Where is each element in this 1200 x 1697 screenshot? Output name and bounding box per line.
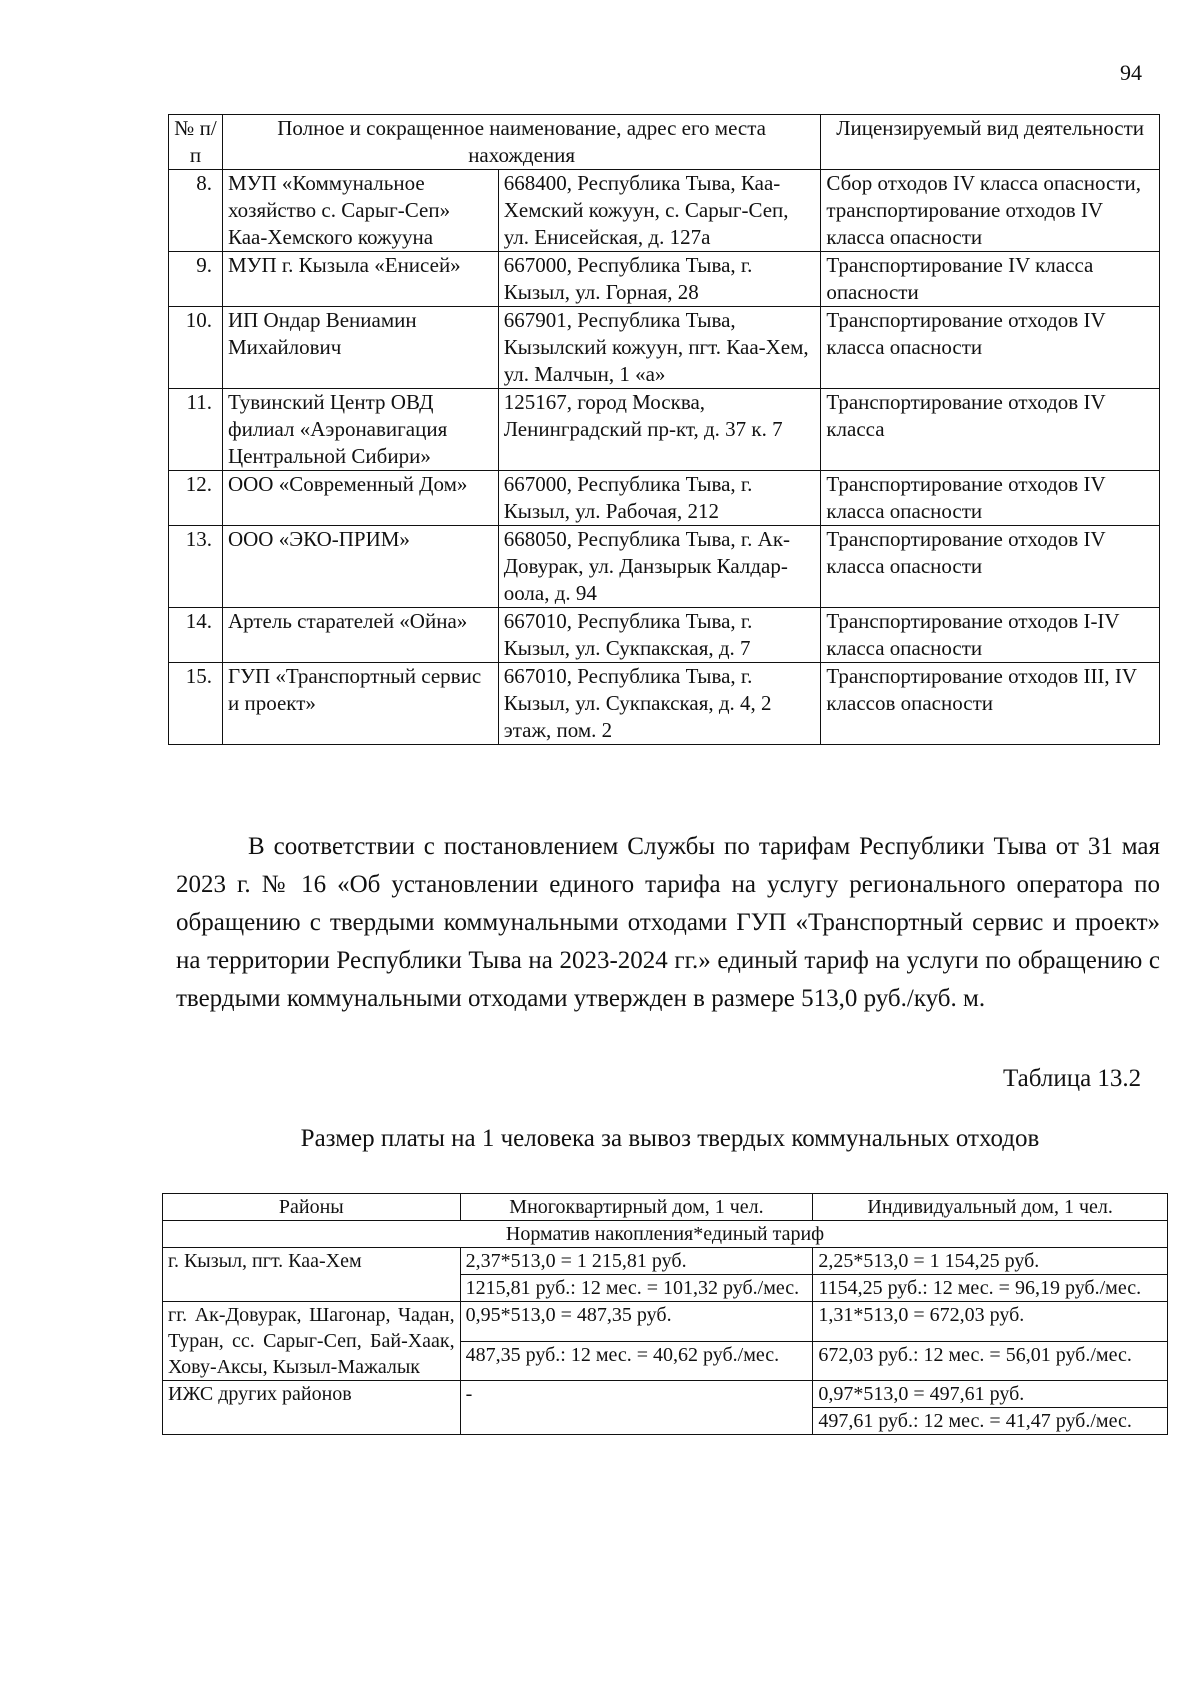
fee-table: [162, 1193, 1168, 1435]
table-row: [163, 1302, 1168, 1342]
row-address: 667901, Республика Тыва, Кызылский кожуун, пгт. Каа-Хем, ул. Малчын, 1 «а»: [498, 307, 821, 389]
district-cell: гг. Ак-Довурак, Шагонар, Чадан, Туран, сс. Сарыг-Сеп, Бай-Хаак, Хову-Аксы, Кызыл-Мажалык: [163, 1302, 461, 1381]
row-address: 668050, Республика Тыва, г. Ак-Довурак, ул. Данзырык Калдар-оола, д. 94: [498, 526, 821, 608]
subheader: Норматив накопления*единый тариф: [163, 1221, 1168, 1248]
row-address: 667000, Республика Тыва, г. Кызыл, ул. Рабочая, 212: [498, 471, 821, 526]
header-individual: Индивидуальный дом, 1 чел.: [813, 1194, 1168, 1221]
row-activity: Транспортирование отходов I-IV класса опасности: [821, 608, 1160, 663]
table-row: [169, 170, 1160, 252]
apartment-calc: 0,95*513,0 = 487,35 руб.: [460, 1302, 813, 1342]
page-number: 94: [1120, 60, 1142, 85]
row-num: 15.: [169, 663, 223, 745]
header-apartment: Многоквартирный дом, 1 чел.: [460, 1194, 813, 1221]
row-name: ООО «ЭКО-ПРИМ»: [222, 526, 498, 608]
row-activity: Транспортирование отходов IV класса опасности: [821, 526, 1160, 608]
row-num: 14.: [169, 608, 223, 663]
row-address: 668400, Республика Тыва, Каа-Хемский кожуун, с. Сарыг-Сеп, ул. Енисейская, д. 127а: [498, 170, 821, 252]
header-name-address: Полное и сокращенное наименование, адрес его места нахождения: [222, 115, 820, 170]
row-activity: Транспортирование отходов IV класса опасности: [821, 307, 1160, 389]
licensee-table: [168, 114, 1160, 745]
table-row: [163, 1248, 1168, 1275]
header-num: № п/п: [169, 115, 223, 170]
table-row: [169, 608, 1160, 663]
apartment-calc: -: [460, 1381, 813, 1435]
row-address: 667000, Республика Тыва, г. Кызыл, ул. Горная, 28: [498, 252, 821, 307]
apartment-month: 487,35 руб.: 12 мес. = 40,62 руб./мес.: [460, 1341, 813, 1381]
table-header-row: [163, 1194, 1168, 1221]
header-activity: Лицензируемый вид деятельности: [821, 115, 1160, 170]
individual-month: 672,03 руб.: 12 мес. = 56,01 руб./мес.: [813, 1341, 1168, 1381]
table-row: [169, 307, 1160, 389]
row-activity: Транспортирование отходов III, IV классов опасности: [821, 663, 1160, 745]
table-title: Размер платы на 1 человека за вывоз твердых коммунальных отходов: [300, 1125, 1040, 1152]
row-name: МУП г. Кызыла «Енисей»: [222, 252, 498, 307]
row-num: 9.: [169, 252, 223, 307]
row-address: 667010, Республика Тыва, г. Кызыл, ул. Сукпакская, д. 4, 2 этаж, пом. 2: [498, 663, 821, 745]
row-num: 12.: [169, 471, 223, 526]
table-row: [169, 663, 1160, 745]
row-activity: Сбор отходов IV класса опасности, транспортирование отходов IV класса опасности: [821, 170, 1160, 252]
individual-calc: 2,25*513,0 = 1 154,25 руб.: [813, 1248, 1168, 1275]
row-num: 8.: [169, 170, 223, 252]
row-num: 10.: [169, 307, 223, 389]
row-name: ГУП «Транспортный сервис и проект»: [222, 663, 498, 745]
table-row: [169, 252, 1160, 307]
apartment-month: 1215,81 руб.: 12 мес. = 101,32 руб./мес.: [460, 1275, 813, 1302]
tariff-paragraph: В соответствии с постановлением Службы по тарифам Республики Тыва от 31 мая 2023 г. № 16 «Об установлении единого тарифа на услугу регионального оператора по обращению с твердыми коммунальными отходами ГУП «Транспортный сервис и проект» на территории Республики Тыва на 2023-2024 гг.» единый тариф на услуги по обращению с твердыми коммунальными отходами утвержден в размере 513,0 руб./куб. м.: [176, 833, 1160, 1012]
table-header-row: [169, 115, 1160, 170]
row-address: 125167, город Москва, Ленинградский пр-кт, д. 37 к. 7: [498, 389, 821, 471]
row-activity: Транспортирование отходов IV класса опасности: [821, 471, 1160, 526]
row-activity: Транспортирование отходов IV класса: [821, 389, 1160, 471]
table-row: [169, 471, 1160, 526]
row-name: ООО «Современный Дом»: [222, 471, 498, 526]
row-name: Тувинский Центр ОВД филиал «Аэронавигация Центральной Сибири»: [222, 389, 498, 471]
apartment-calc: 2,37*513,0 = 1 215,81 руб.: [460, 1248, 813, 1275]
individual-calc: 0,97*513,0 = 497,61 руб.: [813, 1381, 1168, 1408]
table-subheader-row: [163, 1221, 1168, 1248]
table-row: [169, 389, 1160, 471]
table-row: [169, 526, 1160, 608]
individual-month: 497,61 руб.: 12 мес. = 41,47 руб./мес.: [813, 1408, 1168, 1435]
header-districts: Районы: [163, 1194, 461, 1221]
table-label: Таблица 13.2: [1003, 1065, 1142, 1092]
individual-month: 1154,25 руб.: 12 мес. = 96,19 руб./мес.: [813, 1275, 1168, 1302]
row-num: 11.: [169, 389, 223, 471]
district-cell: г. Кызыл, пгт. Каа-Хем: [163, 1248, 461, 1302]
row-name: Артель старателей «Ойна»: [222, 608, 498, 663]
row-num: 13.: [169, 526, 223, 608]
individual-calc: 1,31*513,0 = 672,03 руб.: [813, 1302, 1168, 1342]
row-name: ИП Ондар Вениамин Михайлович: [222, 307, 498, 389]
table-row: [163, 1381, 1168, 1408]
row-address: 667010, Республика Тыва, г. Кызыл, ул. Сукпакская, д. 7: [498, 608, 821, 663]
row-name: МУП «Коммунальное хозяйство с. Сарыг-Сеп» Каа-Хемского кожууна: [222, 170, 498, 252]
row-activity: Транспортирование IV класса опасности: [821, 252, 1160, 307]
district-cell: ИЖС других районов: [163, 1381, 461, 1435]
